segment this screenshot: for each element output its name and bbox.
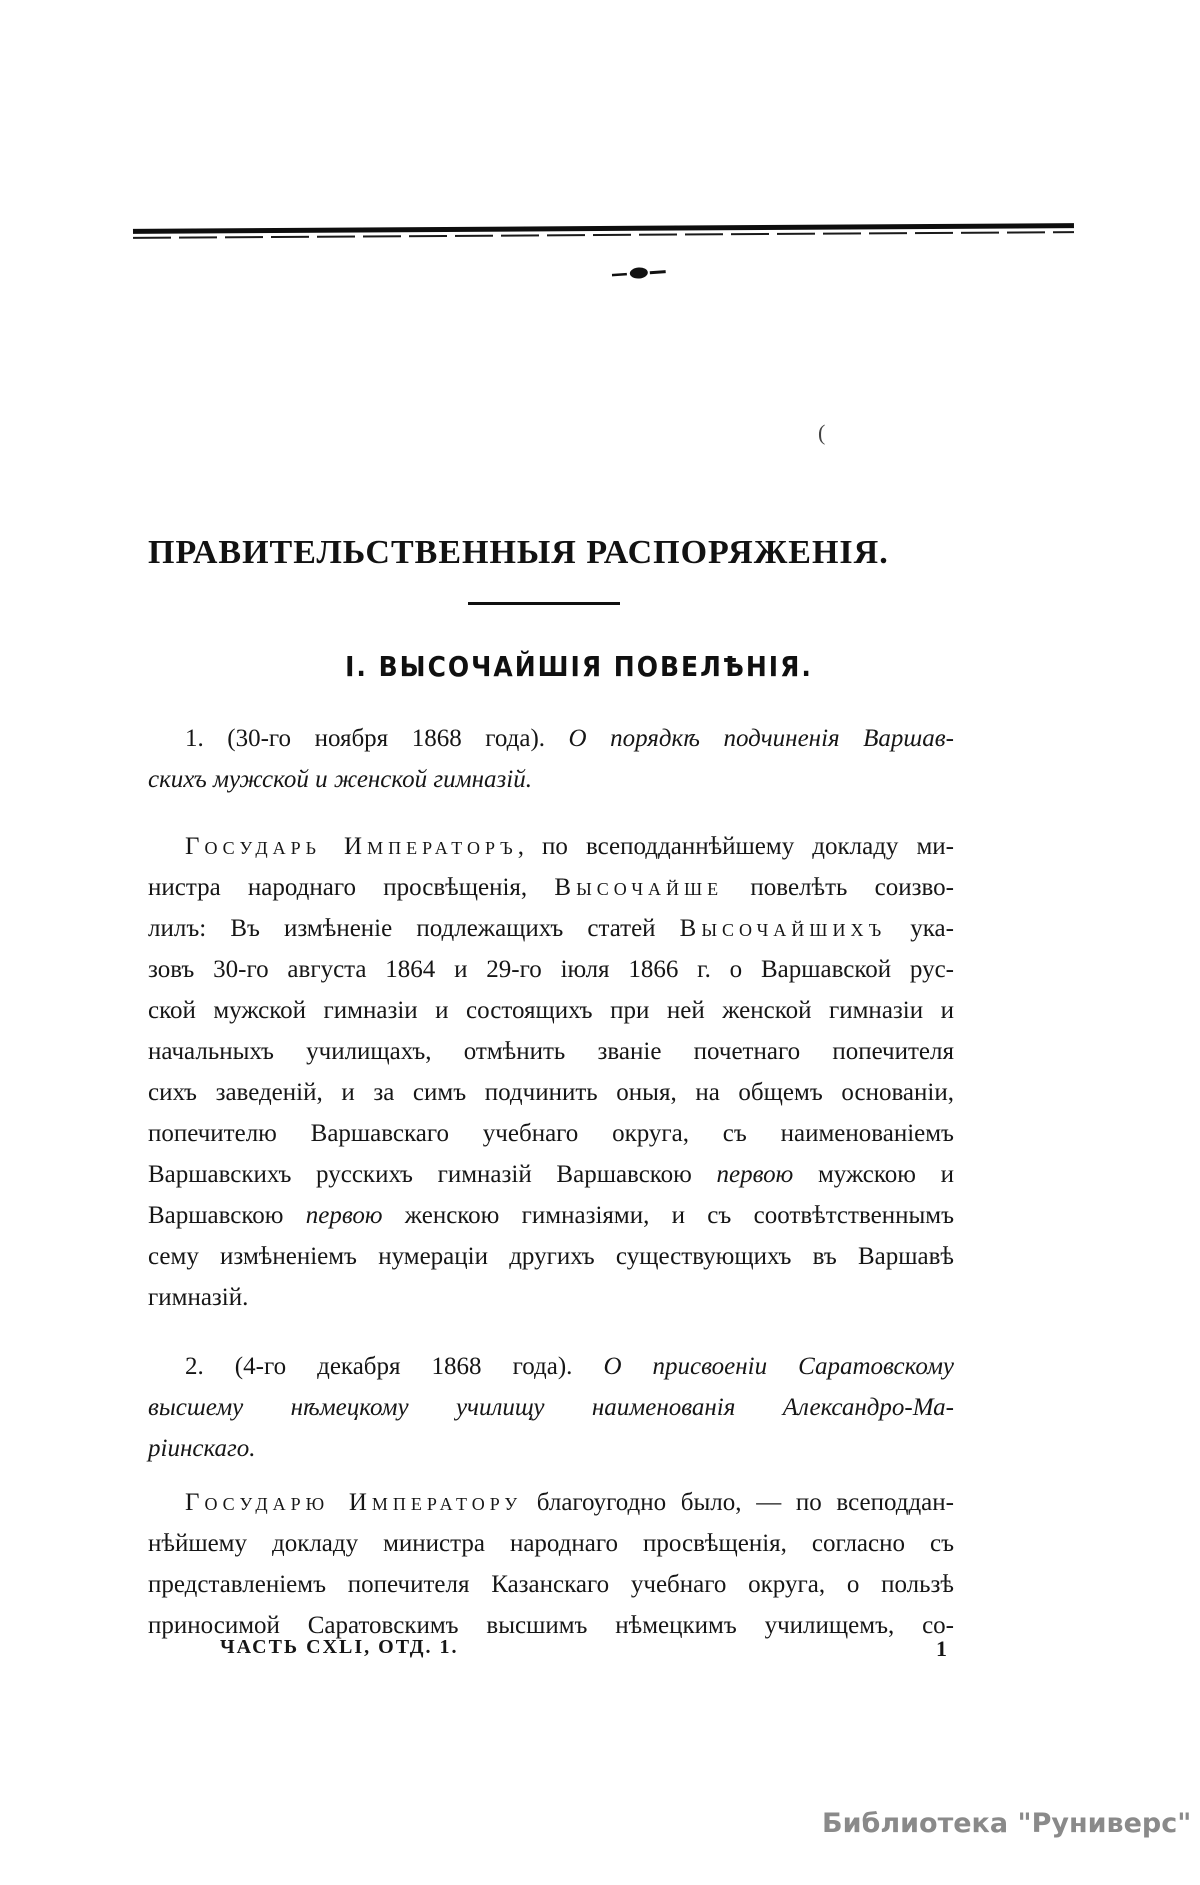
text-line [148, 759, 954, 800]
text-line [148, 1113, 954, 1154]
text-segment-italic: О присвоеніи Саратовскому [603, 1353, 954, 1380]
text-line [148, 1154, 954, 1195]
text-segment-italic: ріинскаго. [148, 1435, 256, 1462]
text-segment-normal: зовъ 30-го августа 1864 и 29-го іюля 1866 г. о Варшавской рус- [148, 956, 954, 983]
page-title: ПРАВИТЕЛЬСТВЕННЫЯ РАСПОРЯЖЕНІЯ. [148, 534, 889, 571]
section-heading: І. ВЫСОЧАЙШІЯ ПОВЕЛѢНІЯ. [345, 650, 813, 683]
text-segment-normal: сему измѣненіемъ нумераціи другихъ существующихъ въ Варшавѣ [148, 1243, 954, 1270]
top-double-rule [133, 223, 1074, 239]
text-line [148, 1482, 954, 1523]
text-segment-normal: благоугодно было, — по всеподдан- [522, 1489, 954, 1516]
decree-1-heading [148, 718, 954, 800]
text-segment-normal: лилъ: Въ измѣненіе подлежащихъ статей [148, 915, 680, 942]
text-segment-italic: первою [305, 1202, 383, 1229]
text-segment-normal: нистра народнаго просвѣщенія, [148, 874, 555, 901]
text-segment-normal: сихъ заведеній, и за симъ подчинить оныя, на общемъ основаніи, [148, 1079, 954, 1106]
text-segment-italic: О порядкѣ подчиненія Варшав- [568, 725, 954, 752]
header-ornament-icon [611, 264, 666, 287]
text-segment-italic: первою [716, 1161, 794, 1188]
text-segment-normal: 1. (30-го ноября 1868 года). [185, 725, 569, 752]
page-number: 1 [936, 1636, 949, 1661]
text-segment-smallcaps: Высочайше [554, 874, 724, 901]
library-watermark: Библиотека "Руниверс" [822, 1808, 1192, 1839]
text-line [148, 1236, 954, 1277]
text-line [148, 1346, 954, 1387]
text-segment-smallcaps: Государю Императору [185, 1489, 523, 1516]
text-segment-normal: начальныхъ училищахъ, отмѣнить званіе почетнаго попечителя [148, 1038, 954, 1065]
text-segment-normal: нѣйшему докладу министра народнаго просвѣщенія, согласно съ [148, 1530, 954, 1557]
text-segment-normal: 2. (4-го декабря 1868 года). [185, 1353, 604, 1380]
text-line [148, 1277, 954, 1318]
text-segment-normal: попечителю Варшавскаго учебнаго округа, съ наименованіемъ [148, 1120, 954, 1147]
text-segment-normal: представленіемъ попечителя Казанскаго учебнаго округа, о пользѣ [148, 1571, 954, 1598]
text-segment-italic: высшему нѣмецкому училищу наименованія Александро-Ма- [148, 1394, 954, 1421]
text-segment-normal: мужскою и [793, 1161, 954, 1188]
text-line [148, 718, 954, 759]
text-line [148, 949, 954, 990]
text-segment-normal: , по всеподданнѣйшему докладу ми- [517, 833, 954, 860]
text-line [148, 1523, 954, 1564]
decree-2-body [148, 1482, 954, 1646]
text-line [148, 867, 954, 908]
text-segment-normal: гимназій. [148, 1284, 249, 1311]
text-segment-normal: приносимой Саратовскимъ высшимъ нѣмецкимъ училищемъ, со- [148, 1612, 954, 1639]
text-segment-normal: Варшавскою [148, 1202, 306, 1229]
text-line [148, 1428, 954, 1469]
text-line [148, 908, 954, 949]
text-line [148, 1387, 954, 1428]
text-segment-normal: повелѣть соизво- [723, 874, 954, 901]
text-segment-normal: женскою гимназіями, и съ соотвѣтственнымъ [382, 1202, 955, 1229]
text-line [148, 1031, 954, 1072]
text-line [148, 990, 954, 1031]
text-segment-smallcaps: Высочайшихъ [679, 915, 887, 942]
scan-artifact: ( [818, 420, 826, 445]
text-line [148, 1072, 954, 1113]
decree-1-body [148, 826, 954, 1318]
text-segment-normal: Варшавскихъ русскихъ гимназій Варшавскою [148, 1161, 717, 1188]
text-segment-normal: ской мужской гимназіи и состоящихъ при ней женской гимназіи и [148, 997, 954, 1024]
text-segment-normal: ука- [886, 915, 954, 942]
text-segment-smallcaps: Государь Императоръ [185, 833, 518, 860]
title-divider [468, 602, 620, 605]
footer [148, 1636, 954, 1670]
text-line [148, 826, 954, 867]
text-line [148, 1195, 954, 1236]
document-text [148, 718, 954, 1646]
decree-2-heading [148, 1346, 954, 1469]
volume-part-label: ЧАСТЬ CXLI, ОТД. 1. [220, 1636, 459, 1658]
text-segment-italic: скихъ мужской и женской гимназій. [148, 766, 532, 793]
text-line [148, 1564, 954, 1605]
